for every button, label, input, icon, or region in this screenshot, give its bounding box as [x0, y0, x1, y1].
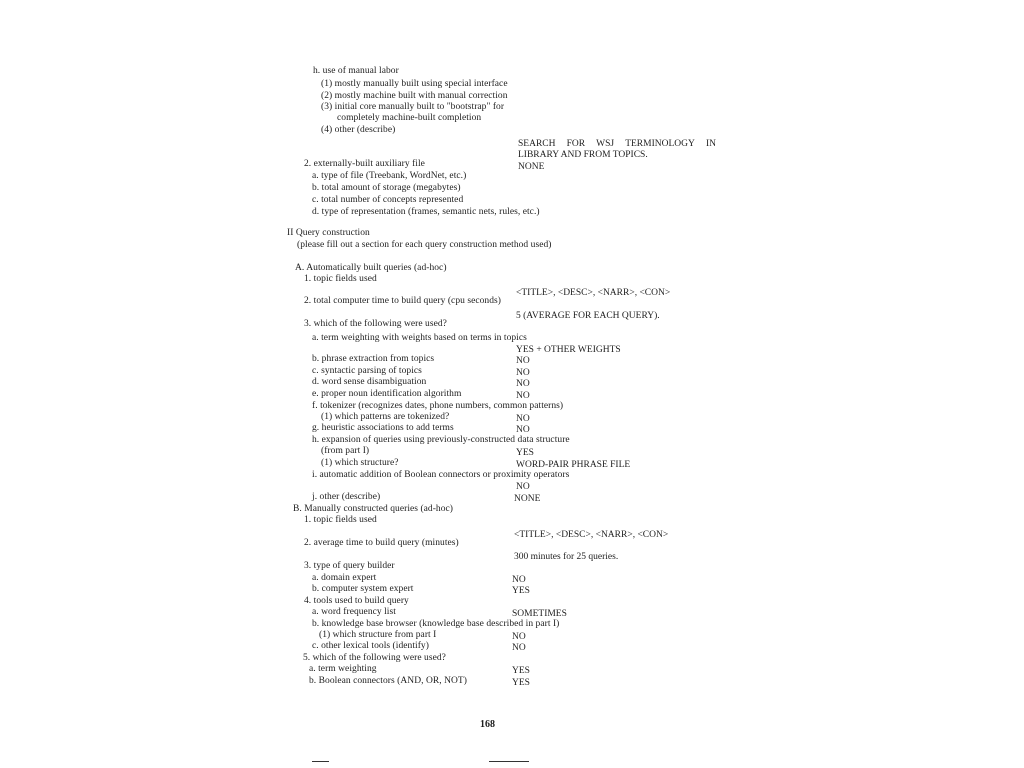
h-item-4: (4) other (describe)	[321, 125, 396, 135]
h-item-3-cont: completely machine-built completion	[337, 113, 482, 123]
B3: 3. type of query builder	[304, 561, 395, 571]
B3a-answer: NO	[512, 575, 526, 585]
h-title: h. use of manual labor	[313, 66, 399, 76]
ext-title: 2. externally-built auxiliary file	[304, 159, 425, 169]
A3b-answer: NO	[516, 356, 530, 366]
A3: 3. which of the following were used?	[304, 319, 447, 329]
search-word: SEARCH	[518, 139, 556, 149]
ext-d: d. type of representation (frames, semantic nets, rules, etc.)	[312, 207, 540, 217]
A3h1-answer: WORD-PAIR PHRASE FILE	[516, 460, 631, 470]
section-title: II Query construction	[287, 228, 370, 238]
A3f1-answer: NO	[516, 414, 530, 424]
A3g-answer: NO	[516, 425, 530, 435]
B4b1-answer: NO	[512, 632, 526, 642]
h-item-3: (3) initial core manually built to "bootstrap" for	[321, 102, 505, 112]
B5a: a. term weighting	[309, 664, 377, 674]
search-word: WSJ	[596, 139, 615, 149]
A3a-answer: YES + OTHER WEIGHTS	[516, 345, 621, 355]
search-line-2: LIBRARY AND FROM TOPICS.	[518, 150, 648, 160]
ext-c: c. total number of concepts represented	[312, 195, 464, 205]
search-word: TERMINOLOGY	[625, 139, 695, 149]
h-item-1: (1) mostly manually built using special interface	[321, 79, 508, 89]
A3i: i. automatic addition of Boolean connectors or proximity operators	[312, 470, 570, 480]
B4b: b. knowledge base browser (knowledge base described in part I)	[312, 619, 560, 629]
A3c: c. syntactic parsing of topics	[312, 366, 422, 376]
h-item-2: (2) mostly machine built with manual correction	[321, 91, 508, 101]
A3i-answer: NO	[516, 482, 530, 492]
B4c-answer: NO	[512, 643, 526, 653]
search-word: IN	[705, 139, 716, 149]
page-number: 168	[480, 719, 495, 730]
A3e: e. proper noun identification algorithm	[312, 389, 462, 399]
A3f: f. tokenizer (recognizes dates, phone numbers, common patterns)	[312, 401, 564, 411]
search-word: FOR	[566, 139, 586, 149]
B4a: a. word frequency list	[312, 607, 396, 617]
A1: 1. topic fields used	[304, 274, 377, 284]
B1-answer: <TITLE>, <DESC>, <NARR>, <CON>	[514, 530, 669, 540]
A3e-answer: NO	[516, 391, 530, 401]
A3j: j. other (describe)	[312, 492, 381, 502]
footer-rule-left	[312, 761, 329, 762]
B1: 1. topic fields used	[304, 515, 377, 525]
A3d: d. word sense disambiguation	[312, 377, 427, 387]
B4b1: (1) which structure from part I	[319, 630, 437, 640]
B3a: a. domain expert	[312, 573, 377, 583]
ext-answer: NONE	[518, 162, 545, 172]
A3f1: (1) which patterns are tokenized?	[321, 412, 450, 422]
B5b-answer: YES	[512, 678, 530, 688]
B2: 2. average time to build query (minutes)	[304, 538, 459, 548]
search-terminology-line	[518, 139, 716, 150]
B5b: b. Boolean connectors (AND, OR, NOT)	[309, 676, 467, 686]
A2: 2. total computer time to build query (cpu seconds)	[304, 296, 501, 306]
B-title: B. Manually constructed queries (ad-hoc)	[293, 504, 454, 514]
B5a-answer: YES	[512, 666, 530, 676]
A3b: b. phrase extraction from topics	[312, 354, 435, 364]
ext-a: a. type of file (Treebank, WordNet, etc.)	[312, 171, 467, 181]
A3h: h. expansion of queries using previously-constructed data structure	[312, 435, 570, 445]
A3h1: (1) which structure?	[321, 458, 399, 468]
A-title: A. Automatically built queries (ad-hoc)	[295, 263, 447, 273]
A3h-sub: (from part I)	[321, 446, 370, 456]
A2-answer: 5 (AVERAGE FOR EACH QUERY).	[516, 311, 660, 321]
B2-answer: 300 minutes for 25 queries.	[514, 552, 619, 562]
A3g: g. heuristic associations to add terms	[312, 423, 454, 433]
A3h-answer: YES	[516, 448, 534, 458]
A3j-answer: NONE	[514, 494, 541, 504]
B4a-answer: SOMETIMES	[512, 609, 567, 619]
B5: 5. which of the following were used?	[303, 653, 446, 663]
section-note: (please fill out a section for each query construction method used)	[297, 240, 552, 250]
footer-rule-right	[489, 761, 529, 762]
B3b: b. computer system expert	[312, 584, 414, 594]
A3d-answer: NO	[516, 379, 530, 389]
B3b-answer: YES	[512, 586, 530, 596]
B4: 4. tools used to build query	[304, 596, 409, 606]
A3a: a. term weighting with weights based on terms in topics	[312, 333, 527, 343]
A3c-answer: NO	[516, 368, 530, 378]
ext-b: b. total amount of storage (megabytes)	[312, 183, 461, 193]
B4c: c. other lexical tools (identify)	[312, 641, 429, 651]
A1-answer: <TITLE>, <DESC>, <NARR>, <CON>	[516, 288, 671, 298]
